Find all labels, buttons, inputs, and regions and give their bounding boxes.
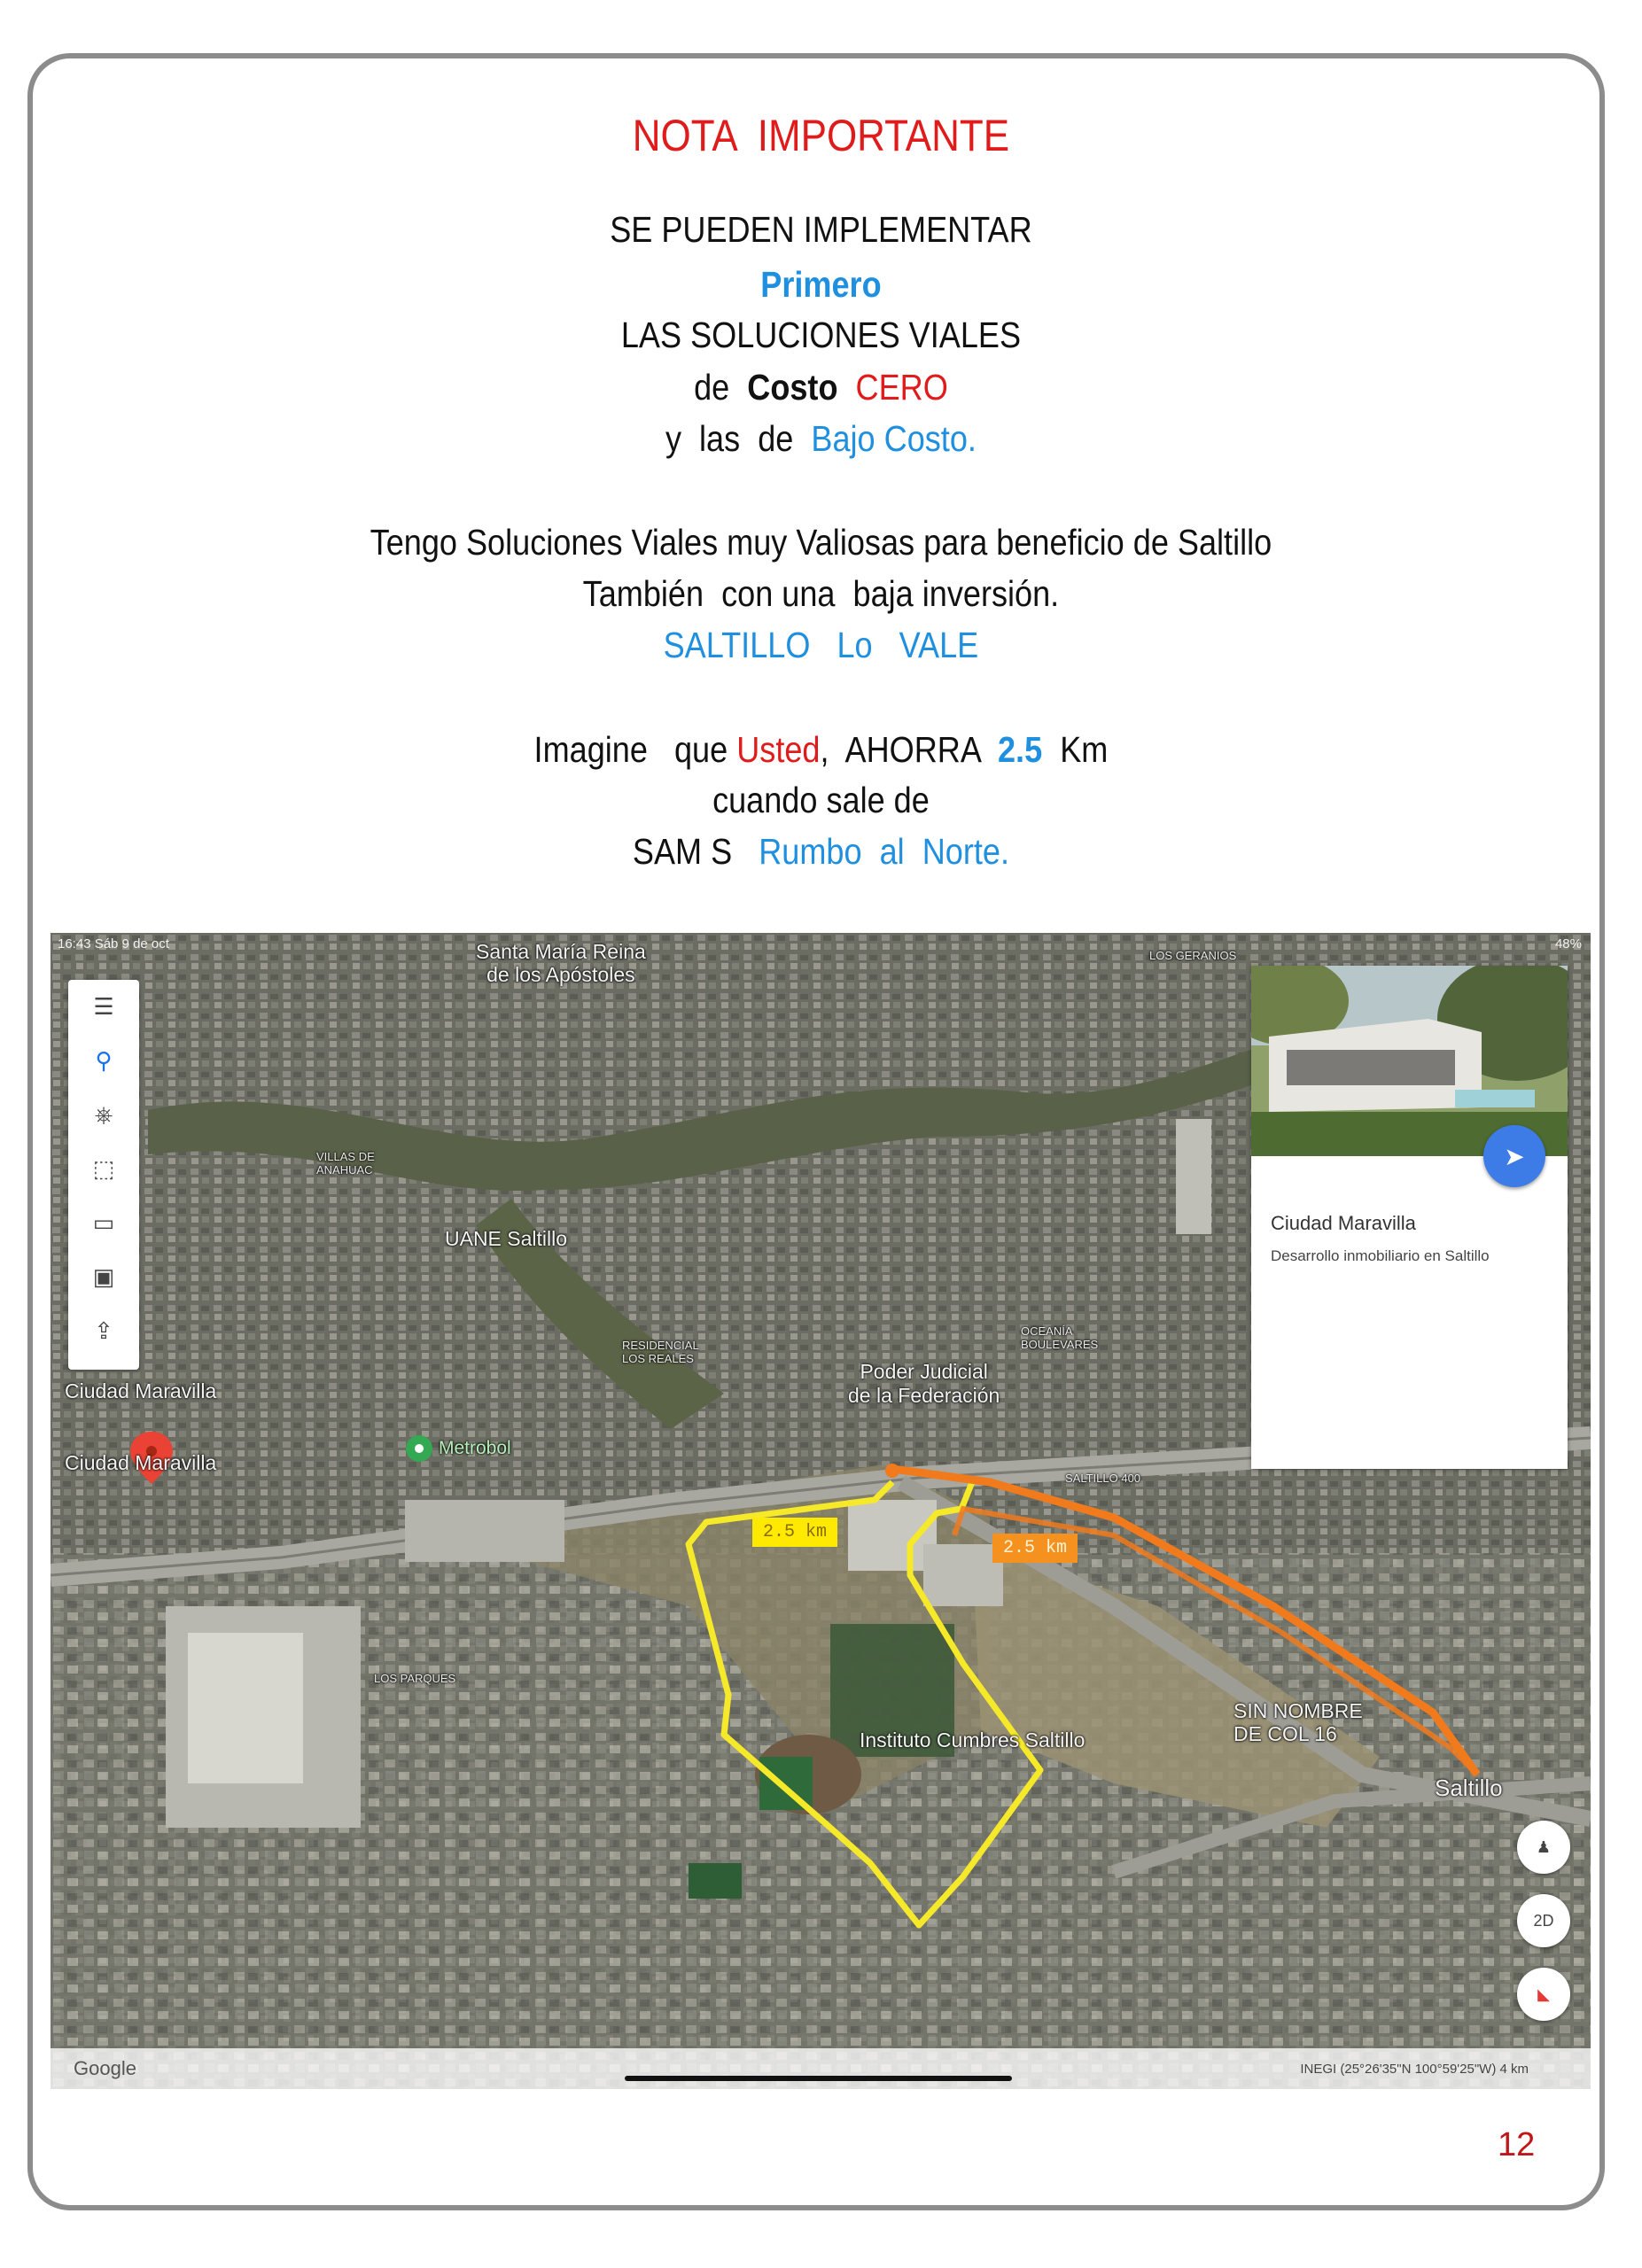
view-2d-button[interactable]: 2D [1517, 1894, 1570, 1947]
attribution-bar [51, 2048, 1591, 2089]
place-card[interactable] [1251, 966, 1568, 1469]
route-yellow-distance: 2.5 km [752, 1518, 837, 1547]
compass-button[interactable] [1517, 1968, 1570, 2021]
place-name: Ciudad Maravilla [1271, 1212, 1416, 1234]
home-indicator[interactable] [625, 2076, 1012, 2081]
pegman-button[interactable] [1517, 1821, 1570, 1874]
map-style-icon[interactable]: ▣ [92, 1263, 115, 1290]
label-santa-maria: Santa María Reina de los Apóstoles [476, 940, 646, 986]
label-instituto: Instituto Cumbres Saltillo [860, 1728, 1086, 1751]
label-poder-judicial: Poder Judicial de la Federación [848, 1360, 1000, 1407]
label-los-geranios: LOS GERANIOS [1149, 949, 1237, 962]
label-saltillo: Saltillo [1435, 1775, 1503, 1801]
status-battery: 48% [1554, 936, 1582, 951]
satellite-map[interactable] [51, 933, 1591, 2089]
measure-icon[interactable]: ▭ [92, 1209, 115, 1236]
search-icon[interactable]: ⚲ [95, 1047, 113, 1074]
google-logo: Google [74, 2057, 136, 2079]
text-line-4: de Costo CERO [694, 367, 948, 408]
text-line-10: cuando sale de [712, 780, 930, 820]
label-sin-nombre: SIN NOMBRE DE COL 16 [1233, 1699, 1363, 1745]
label-ciudad-maravilla-1: Ciudad Maravilla [65, 1379, 217, 1402]
compass-icon: ◣ [1537, 1984, 1550, 2003]
map-toolbar [68, 980, 139, 1370]
directions-icon: ➤ [1504, 1142, 1525, 1170]
page-number: 12 [1498, 2126, 1536, 2163]
label-metrobol: Metrobol [439, 1438, 511, 1458]
text-line-11: SAM S Rumbo al Norte. [632, 831, 1009, 872]
route-orange-distance: 2.5 km [992, 1534, 1078, 1563]
label-ciudad-maravilla-2: Ciudad Maravilla [65, 1451, 217, 1474]
share-icon[interactable]: ⇪ [94, 1317, 113, 1344]
label-residencial: RESIDENCIAL LOS REALES [622, 1339, 699, 1365]
directions-button[interactable] [1483, 1125, 1545, 1187]
projects-icon[interactable]: ⬚ [92, 1155, 115, 1182]
map-attribution: INEGI (25°26'35"N 100°59'25"W) 4 km [1300, 2062, 1529, 2077]
text-line-8: SALTILLO Lo VALE [663, 625, 979, 665]
text-line-1: SE PUEDEN IMPLEMENTAR [610, 209, 1032, 250]
text-line-5: y las de Bajo Costo. [665, 418, 977, 459]
label-los-parques: LOS PARQUES [374, 1672, 456, 1685]
text-line-3: LAS SOLUCIONES VIALES [620, 315, 1022, 355]
status-time: 16:43 Sáb 9 de oct [58, 936, 169, 951]
pegman-icon: ♟ [1536, 1837, 1552, 1856]
label-villas: VILLAS DE ANAHUAC [316, 1150, 375, 1177]
menu-icon[interactable]: ☰ [93, 993, 114, 1020]
text-line-2: Primero [760, 264, 882, 305]
voyager-icon[interactable]: ⎈ [94, 1100, 113, 1128]
note-title: NOTA IMPORTANTE [632, 111, 1010, 160]
text-line-9: Imagine que Usted, AHORRA 2.5 Km [533, 729, 1109, 770]
label-saltillo-400: SALTILLO 400 [1065, 1472, 1141, 1485]
label-uane: UANE Saltillo [445, 1227, 568, 1250]
place-subtitle: Desarrollo inmobiliario en Saltillo [1271, 1247, 1490, 1264]
text-line-6: Tengo Soluciones Viales muy Valiosas para beneficio de Saltillo [370, 522, 1272, 563]
text-line-7: También con una baja inversión. [582, 573, 1060, 614]
label-oceania: OCEANÍA BOULEVARES [1021, 1324, 1099, 1351]
